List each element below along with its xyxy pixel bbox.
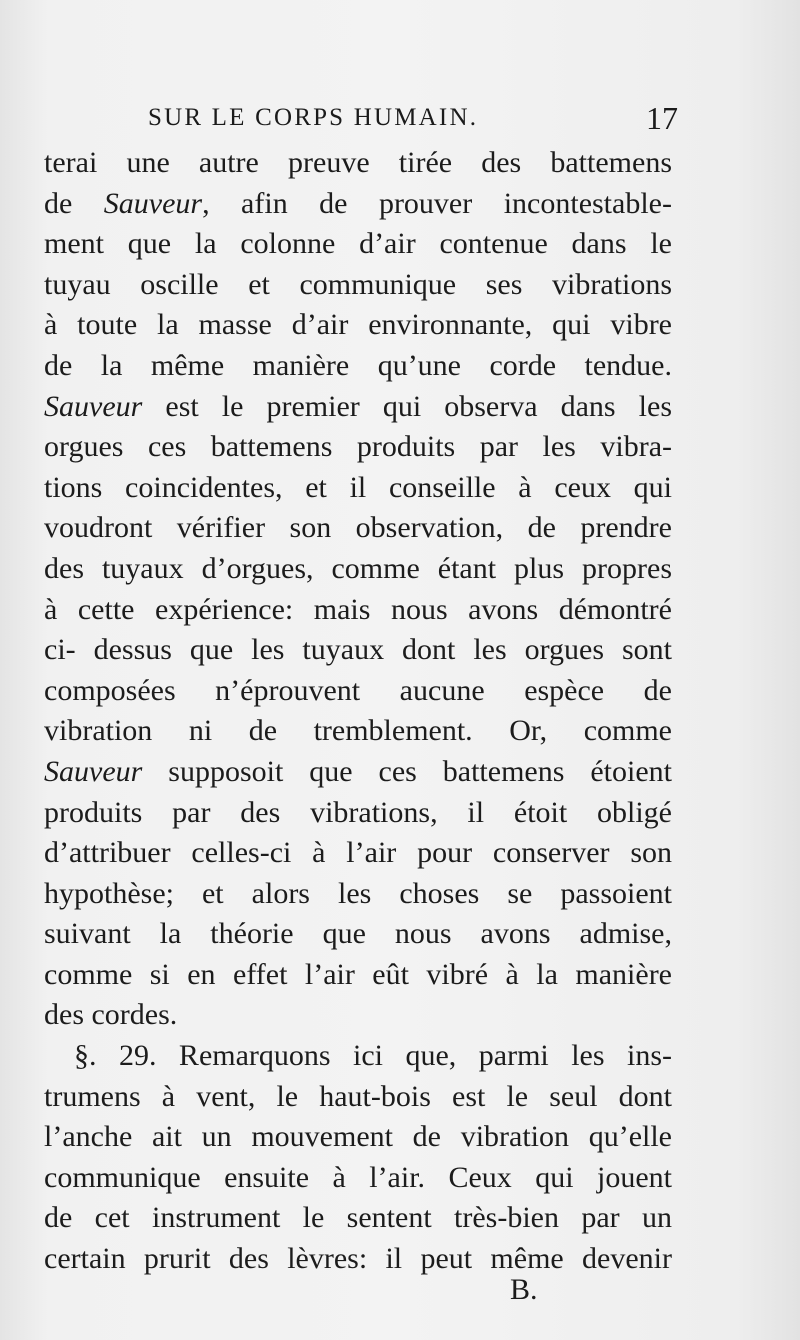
text-line	[44, 914, 672, 955]
text-segment: d’attribuer celles-ci à l’air pour conserver son	[44, 836, 672, 870]
text-segment: hypothèse; et alors les choses se passoient	[44, 876, 672, 910]
text-segment: orgues ces battemens produits par les vibra-	[44, 430, 672, 464]
text-segment: est le premier qui observa dans les	[142, 389, 672, 423]
text-segment: composées n’éprouvent aucune espèce de	[44, 673, 672, 707]
text-line	[44, 711, 672, 752]
text-line	[44, 305, 672, 346]
text-line	[44, 1239, 672, 1280]
text-line	[44, 184, 672, 225]
running-title: SUR LE CORPS HUMAIN.	[148, 104, 479, 131]
text-line	[44, 265, 672, 306]
text-line	[44, 955, 672, 996]
text-line	[44, 590, 672, 631]
text-segment: de la même manière qu’une corde tendue.	[44, 348, 672, 382]
text-segment: trumens à vent, le haut-bois est le seul dont	[44, 1079, 672, 1113]
signature-mark: B.	[510, 1273, 538, 1306]
text-segment: comme si en effet l’air eût vibré à la manière	[44, 957, 672, 991]
text-segment: terai une autre preuve tirée des battemens	[44, 146, 672, 179]
text-segment: tuyau oscille et communique ses vibrations	[44, 267, 672, 301]
text-line	[44, 671, 672, 712]
text-line	[44, 874, 672, 915]
text-line	[44, 995, 672, 1036]
text-segment: §. 29. Remarquons ici que, parmi les ins-	[74, 1039, 672, 1073]
text-segment: des cordes.	[44, 998, 178, 1032]
italic-name: Sauveur	[44, 754, 143, 788]
text-line	[44, 549, 672, 590]
italic-name: Sauveur	[103, 186, 203, 220]
text-line	[44, 752, 672, 793]
text-segment: des tuyaux d’orgues, comme étant plus propres	[44, 551, 672, 585]
text-segment: supposoit que ces battemens étoient	[142, 754, 672, 788]
text-line	[44, 1198, 672, 1239]
text-segment: produits par des vibrations, il étoit obligé	[44, 795, 672, 829]
page-header	[148, 100, 678, 140]
text-segment: communique ensuite à l’air. Ceux qui jouent	[44, 1160, 672, 1194]
text-line	[44, 630, 672, 671]
text-segment: ment que la colonne d’air contenue dans le	[44, 227, 672, 261]
text-segment: suivant la théorie que nous avons admise,	[44, 917, 672, 951]
text-line	[44, 1158, 672, 1199]
text-line	[44, 387, 672, 428]
page-number: 17	[646, 100, 678, 136]
text-line	[44, 833, 672, 874]
text-segment: , afin de prouver incontestable-	[202, 186, 672, 220]
text-segment: tions coincidentes, et il conseille à ceux qui	[44, 470, 672, 504]
text-line	[44, 224, 672, 265]
text-line	[44, 1117, 672, 1158]
italic-name: Sauveur	[44, 389, 143, 423]
text-line	[44, 508, 672, 549]
text-segment: à cette expérience: mais nous avons démontré	[44, 592, 672, 626]
text-line	[44, 468, 672, 509]
text-line	[44, 793, 672, 834]
text-segment: de	[44, 186, 104, 220]
text-line	[44, 346, 672, 387]
text-line	[44, 1036, 672, 1077]
text-line	[44, 427, 672, 468]
text-segment: de cet instrument le sentent très-bien par un	[44, 1201, 672, 1235]
text-segment: à toute la masse d’air environnante, qui vibre	[44, 308, 672, 342]
text-segment: l’anche ait un mouvement de vibration qu’elle	[44, 1120, 672, 1154]
text-segment: voudront vérifier son observation, de prendre	[44, 511, 672, 545]
text-segment: vibration ni de tremblement. Or, comme	[44, 714, 672, 748]
text-line	[44, 143, 672, 184]
text-segment: ci- dessus que les tuyaux dont les orgues sont	[44, 633, 672, 667]
body-text	[44, 143, 672, 1280]
text-segment: certain prurit des lèvres: il peut même devenir	[44, 1242, 672, 1276]
text-line	[44, 1077, 672, 1118]
